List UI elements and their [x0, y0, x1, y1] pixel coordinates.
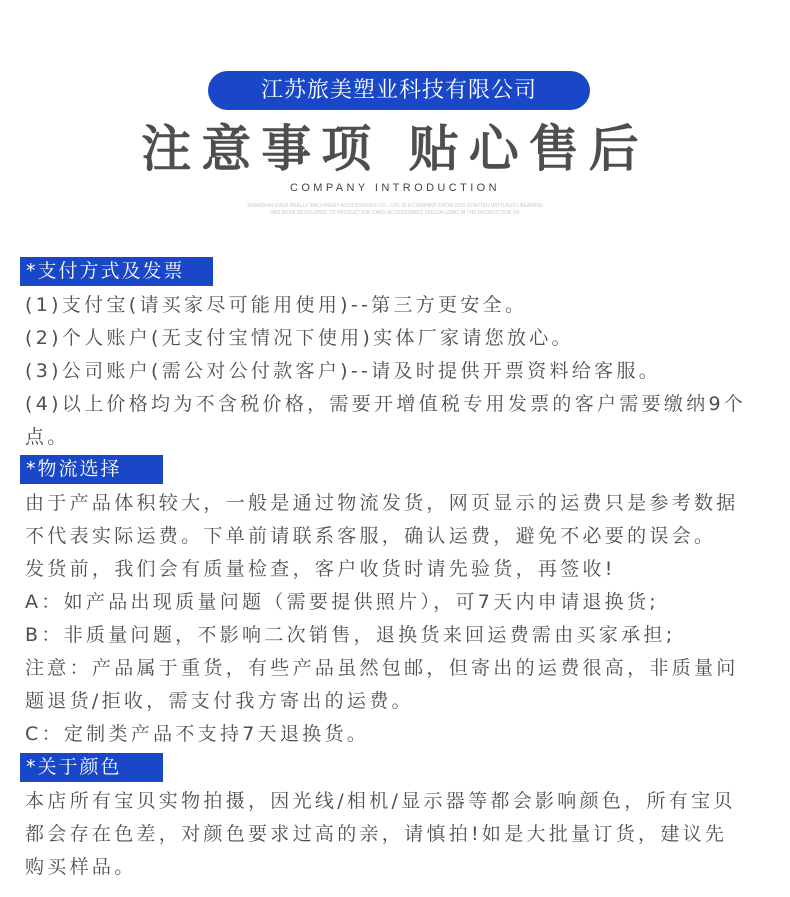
color-line-1: 本店所有宝贝实物拍摄，因光线/相机/显示器等都会影响颜色，所有宝贝 — [25, 790, 736, 812]
page-subtitle: COMPANY INTRODUCTION — [290, 182, 500, 194]
payment-line-1: (1)支付宝(请买家尽可能用使用)--第三方更安全。 — [25, 294, 528, 316]
section-label-color: *关于颜色 — [20, 753, 163, 782]
logistics-line-2: 不代表实际运费。下单前请联系客服，确认运费，避免不必要的误会。 — [25, 525, 717, 547]
fineprint-line-1: SHANGHAI EVER REALLY MACHINERY ACCESSORIES CO., LTD. IS A COMPANY FROM 2002 STARTED WITH AUTO BEARING — [247, 203, 543, 209]
section-label-logistics: *物流选择 — [20, 455, 163, 484]
logistics-line-6: 注意：产品属于重货，有些产品虽然包邮，但寄出的运费很高，非质量问 — [25, 657, 739, 679]
color-line-3: 购买样品。 — [25, 856, 137, 878]
payment-line-2: (2)个人账户(无支付宝情况下使用)实体厂家请您放心。 — [25, 327, 574, 349]
payment-line-4: (4)以上价格均为不含税价格，需要开增值税专用发票的客户需要缴纳9个 — [25, 393, 747, 415]
payment-line-3: (3)公司账户(需公对公付款客户)--请及时提供开票资料给客服。 — [25, 360, 662, 382]
payment-line-5: 点。 — [25, 426, 70, 448]
logistics-line-1: 由于产品体积较大，一般是通过物流发货，网页显示的运费只是参考数据 — [25, 492, 739, 514]
page-header — [0, 0, 790, 230]
logistics-line-8: C：定制类产品不支持7天退换货。 — [25, 723, 370, 745]
page-title: 注意事项 贴心售后 — [141, 120, 649, 178]
decorative-fineprint — [0, 203, 790, 217]
section-label-payment: *支付方式及发票 — [20, 257, 213, 286]
logistics-line-5: B：非质量问题，不影响二次销售，退换货来回运费需由买家承担; — [25, 624, 676, 646]
color-line-2: 都会存在色差，对颜色要求过高的亲，请慎拍!如是大批量订货，建议先 — [25, 823, 728, 845]
fineprint-line-2: HAS BEEN DEVELOPED TO PRODUCTION CARS ACCESSORIES SPECIALIZING IN THE PRODUCTION OF — [270, 210, 520, 216]
logistics-line-3: 发货前，我们会有质量检查，客户收货时请先验货，再签收! — [25, 558, 616, 580]
logistics-line-4: A：如产品出现质量问题（需要提供照片），可7天内申请退换货; — [25, 591, 659, 613]
company-name-badge: 江苏旅美塑业科技有限公司 — [208, 71, 590, 110]
logistics-line-7: 题退货/拒收，需支付我方寄出的运费。 — [25, 690, 414, 712]
